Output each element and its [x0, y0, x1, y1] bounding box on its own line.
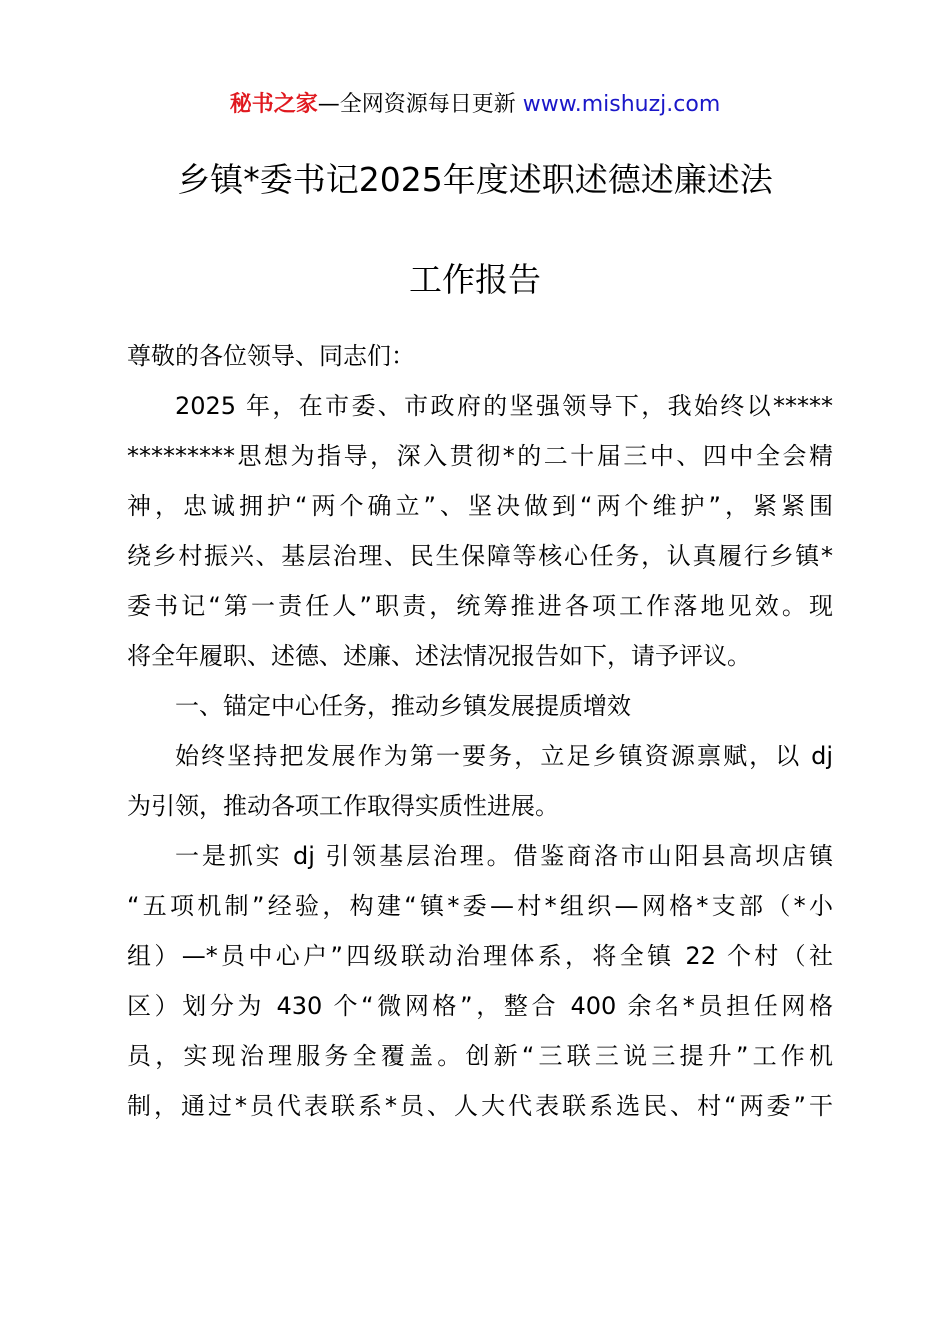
paragraph-line: 绕乡村振兴、基层治理、民生保障等核心任务，认真履行乡镇* [127, 542, 833, 570]
document-title-line-1: 乡镇*委书记2025年度述职述德述廉述法 [177, 160, 773, 199]
paragraph-line: *********思想为指导，深入贯彻*的二十届三中、四中全会精 [127, 442, 833, 470]
paragraph-line: 为引领，推动各项工作取得实质性进展。 [127, 792, 559, 820]
paragraph-line: 区）划分为 430 个“微网格”，整合 400 余名*员担任网格 [127, 992, 833, 1020]
document-title-line-2: 工作报告 [409, 260, 541, 299]
paragraph-line: 神，忠诚拥护“两个确立”、坚决做到“两个维护”，紧紧围 [127, 492, 833, 520]
site-header [0, 88, 950, 122]
site-url-link[interactable]: www.mishuzj.com [522, 92, 721, 117]
paragraph-line: 始终坚持把发展作为第一要务，立足乡镇资源禀赋，以 dj [175, 742, 833, 770]
brand-name: 秘书之家 [229, 92, 318, 117]
paragraph-line: 将全年履职、述德、述廉、述法情况报告如下，请予评议。 [127, 642, 751, 670]
section-heading: 一、锚定中心任务，推动乡镇发展提质增效 [175, 692, 631, 720]
paragraph-line: 员，实现治理服务全覆盖。创新“三联三说三提升”工作机 [127, 1042, 833, 1070]
paragraph-line: “五项机制”经验，构建“镇*委—村*组织—网格*支部（*小 [127, 892, 833, 920]
header-tagline: —全网资源每日更新 [317, 92, 523, 117]
paragraph-line: 组）—*员中心户”四级联动治理体系，将全镇 22 个村（社 [127, 942, 833, 970]
paragraph-line: 委书记“第一责任人”职责，统筹推进各项工作落地见效。现 [127, 592, 833, 620]
paragraph-line: 制，通过*员代表联系*员、人大代表联系选民、村“两委”干 [127, 1092, 833, 1120]
salutation: 尊敬的各位领导、同志们： [127, 342, 415, 370]
paragraph-line: 2025 年，在市委、市政府的坚强领导下，我始终以***** [175, 392, 833, 420]
paragraph-line: 一是抓实 dj 引领基层治理。借鉴商洛市山阳县高坝店镇 [175, 842, 833, 870]
